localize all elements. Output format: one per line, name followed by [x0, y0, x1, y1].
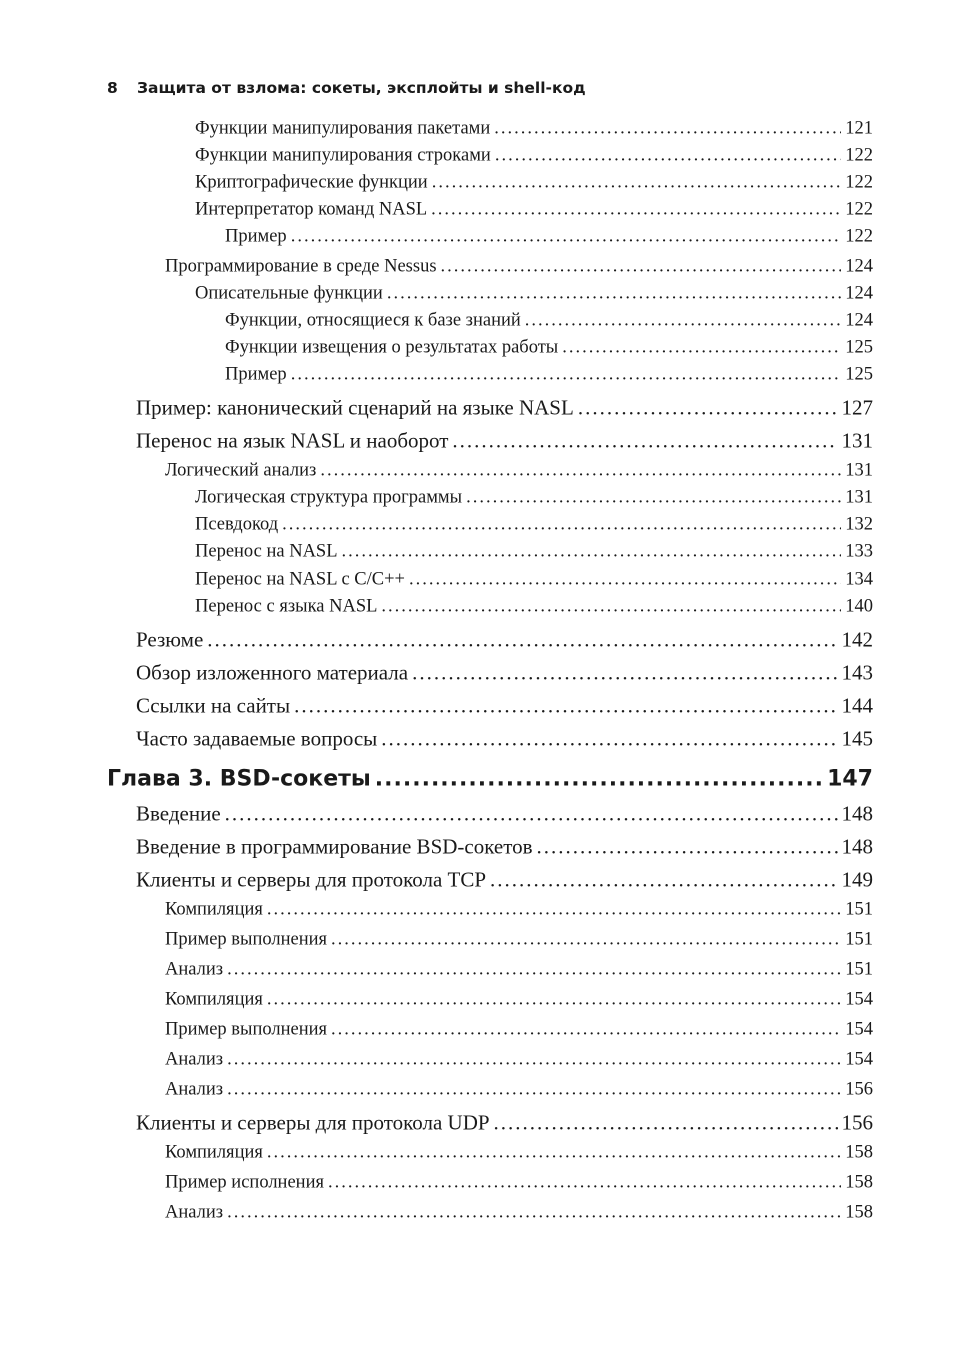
entry-page: 145 [841, 726, 873, 751]
toc-entry [136, 802, 873, 827]
book-title: Защита от взлома: сокеты, эксплойты и shell-код [137, 79, 586, 97]
entry-title: Клиенты и серверы для протокола TCP [136, 867, 487, 892]
toc-entry [136, 628, 873, 653]
entry-page: 151 [845, 929, 873, 950]
entry-page: 131 [845, 460, 873, 481]
toc-entry [136, 429, 873, 454]
entry-page: 158 [845, 1172, 873, 1193]
entry-title: Анализ [165, 1079, 224, 1100]
entry-page: 156 [841, 1110, 873, 1135]
dot-leader [328, 1173, 841, 1194]
dot-leader [490, 868, 837, 893]
entry-page: 122 [845, 145, 873, 166]
toc-entry [165, 900, 873, 921]
dot-leader [375, 767, 823, 792]
running-header [107, 79, 586, 97]
toc-entry [165, 990, 873, 1011]
dot-leader [267, 990, 841, 1011]
entry-page: 144 [841, 693, 873, 718]
dot-leader [466, 488, 841, 509]
entry-page: 154 [845, 1049, 873, 1070]
dot-leader [412, 661, 837, 686]
toc-entry [195, 515, 873, 536]
entry-page: 148 [841, 801, 873, 826]
entry-page: 143 [841, 660, 873, 685]
dot-leader [267, 1143, 841, 1164]
toc-entry [136, 1111, 873, 1136]
dot-leader [331, 1020, 841, 1041]
dot-leader [291, 365, 842, 386]
dot-leader [331, 930, 841, 951]
toc-entry [165, 461, 873, 482]
entry-page: 142 [841, 627, 873, 652]
entry-title: Пример [225, 226, 287, 247]
toc-entry [195, 284, 873, 305]
entry-title: Логическая структура программы [195, 487, 463, 508]
dot-leader [227, 960, 841, 981]
dot-leader [207, 628, 837, 653]
entry-title: Анализ [165, 959, 224, 980]
toc-entry [165, 1143, 873, 1164]
toc-entry [165, 1020, 873, 1041]
entry-page: 131 [845, 487, 873, 508]
entry-title: Криптографические функции [195, 172, 428, 193]
entry-page: 127 [841, 395, 873, 420]
entry-title: Пример выполнения [165, 1019, 328, 1040]
entry-title: Анализ [165, 1202, 224, 1223]
entry-page: 151 [845, 899, 873, 920]
entry-title: Введение [136, 801, 221, 826]
dot-leader [562, 338, 841, 359]
entry-page: 125 [845, 337, 873, 358]
toc-entry [165, 257, 873, 278]
dot-leader [494, 1111, 838, 1136]
toc-entry [195, 119, 873, 140]
entry-page: 132 [845, 514, 873, 535]
toc-entry [136, 661, 873, 686]
toc-entry [195, 542, 873, 563]
dot-leader [525, 311, 841, 332]
entry-title: Пример исполнения [165, 1172, 324, 1193]
toc-entry [195, 597, 873, 618]
entry-page: 124 [845, 283, 873, 304]
entry-title: Функции извещения о результатах работы [225, 337, 559, 358]
dot-leader [441, 257, 842, 278]
entry-title: Программирование в среде Nessus [165, 256, 437, 277]
toc-entry [225, 311, 873, 332]
entry-title: Анализ [165, 1049, 224, 1070]
entry-page: 147 [827, 766, 873, 792]
toc-entry [195, 488, 873, 509]
entry-page: 156 [845, 1079, 873, 1100]
entry-title: Логический анализ [165, 460, 317, 481]
dot-leader [227, 1203, 841, 1224]
dot-leader [452, 429, 837, 454]
entry-page: 154 [845, 989, 873, 1010]
entry-page: 131 [841, 428, 873, 453]
page-number: 8 [107, 79, 118, 97]
dot-leader [537, 835, 838, 860]
entry-title: Компиляция [165, 989, 263, 1010]
entry-page: 122 [845, 199, 873, 220]
dot-leader [320, 461, 841, 482]
entry-title: Компиляция [165, 899, 263, 920]
entry-title: Пример выполнения [165, 929, 328, 950]
entry-title: Пример [225, 364, 287, 385]
dot-leader [227, 1050, 841, 1071]
entry-page: 124 [845, 256, 873, 277]
entry-title: Часто задаваемые вопросы [136, 726, 378, 751]
toc-entry [195, 570, 873, 591]
entry-title: Функции манипулирования пакетами [195, 118, 491, 139]
toc-entry [136, 868, 873, 893]
dot-leader [381, 597, 841, 618]
toc-entry [195, 173, 873, 194]
entry-title: Обзор изложенного материала [136, 660, 409, 685]
entry-title: Резюме [136, 627, 204, 652]
dot-leader [227, 1080, 841, 1101]
entry-title: Псевдокод [195, 514, 279, 535]
toc-entry [165, 1203, 873, 1224]
entry-title: Введение в программирование BSD-сокетов [136, 834, 533, 859]
dot-leader [291, 227, 842, 248]
entry-page: 151 [845, 959, 873, 980]
toc-entry [195, 200, 873, 221]
toc-entry [136, 727, 873, 752]
toc-chapter-entry [107, 767, 873, 792]
dot-leader [578, 396, 838, 421]
dot-leader [381, 727, 837, 752]
entry-title: Перенос на NASL с C/C++ [195, 569, 405, 590]
entry-page: 133 [845, 541, 873, 562]
entry-page: 154 [845, 1019, 873, 1040]
dot-leader [225, 802, 838, 827]
entry-title: Функции манипулирования строками [195, 145, 491, 166]
entry-title: Клиенты и серверы для протокола UDP [136, 1110, 490, 1135]
toc-entry [165, 930, 873, 951]
entry-page: 148 [841, 834, 873, 859]
toc-entry [225, 365, 873, 386]
entry-page: 134 [845, 569, 873, 590]
entry-page: 121 [845, 118, 873, 139]
entry-title: Перенос на NASL [195, 541, 338, 562]
dot-leader [282, 515, 841, 536]
entry-title: Перенос на язык NASL и наоборот [136, 428, 449, 453]
dot-leader [267, 900, 841, 921]
entry-title: Глава 3. BSD-сокеты [107, 766, 371, 792]
toc-entry [165, 1050, 873, 1071]
toc-entry [165, 1173, 873, 1194]
entry-title: Пример: канонический сценарий на языке NASL [136, 395, 574, 420]
dot-leader [495, 146, 841, 167]
toc-entry [195, 146, 873, 167]
entry-page: 124 [845, 310, 873, 331]
dot-leader [494, 119, 841, 140]
dot-leader [431, 200, 841, 221]
entry-title: Ссылки на сайты [136, 693, 291, 718]
dot-leader [342, 542, 842, 563]
toc-entry [136, 835, 873, 860]
entry-page: 149 [841, 867, 873, 892]
entry-title: Интерпретатор команд NASL [195, 199, 428, 220]
entry-page: 122 [845, 172, 873, 193]
entry-page: 140 [845, 596, 873, 617]
toc-entry [165, 1080, 873, 1101]
entry-title: Описательные функции [195, 283, 383, 304]
dot-leader [409, 570, 841, 591]
toc-entry [225, 338, 873, 359]
dot-leader [432, 173, 842, 194]
toc-entry [136, 396, 873, 421]
entry-title: Функции, относящиеся к базе знаний [225, 310, 521, 331]
toc-entry [225, 227, 873, 248]
entry-page: 158 [845, 1142, 873, 1163]
toc-entry [165, 960, 873, 981]
entry-title: Компиляция [165, 1142, 263, 1163]
dot-leader [387, 284, 841, 305]
entry-title: Перенос с языка NASL [195, 596, 378, 617]
entry-page: 158 [845, 1202, 873, 1223]
dot-leader [294, 694, 837, 719]
entry-page: 122 [845, 226, 873, 247]
toc-entry [136, 694, 873, 719]
entry-page: 125 [845, 364, 873, 385]
